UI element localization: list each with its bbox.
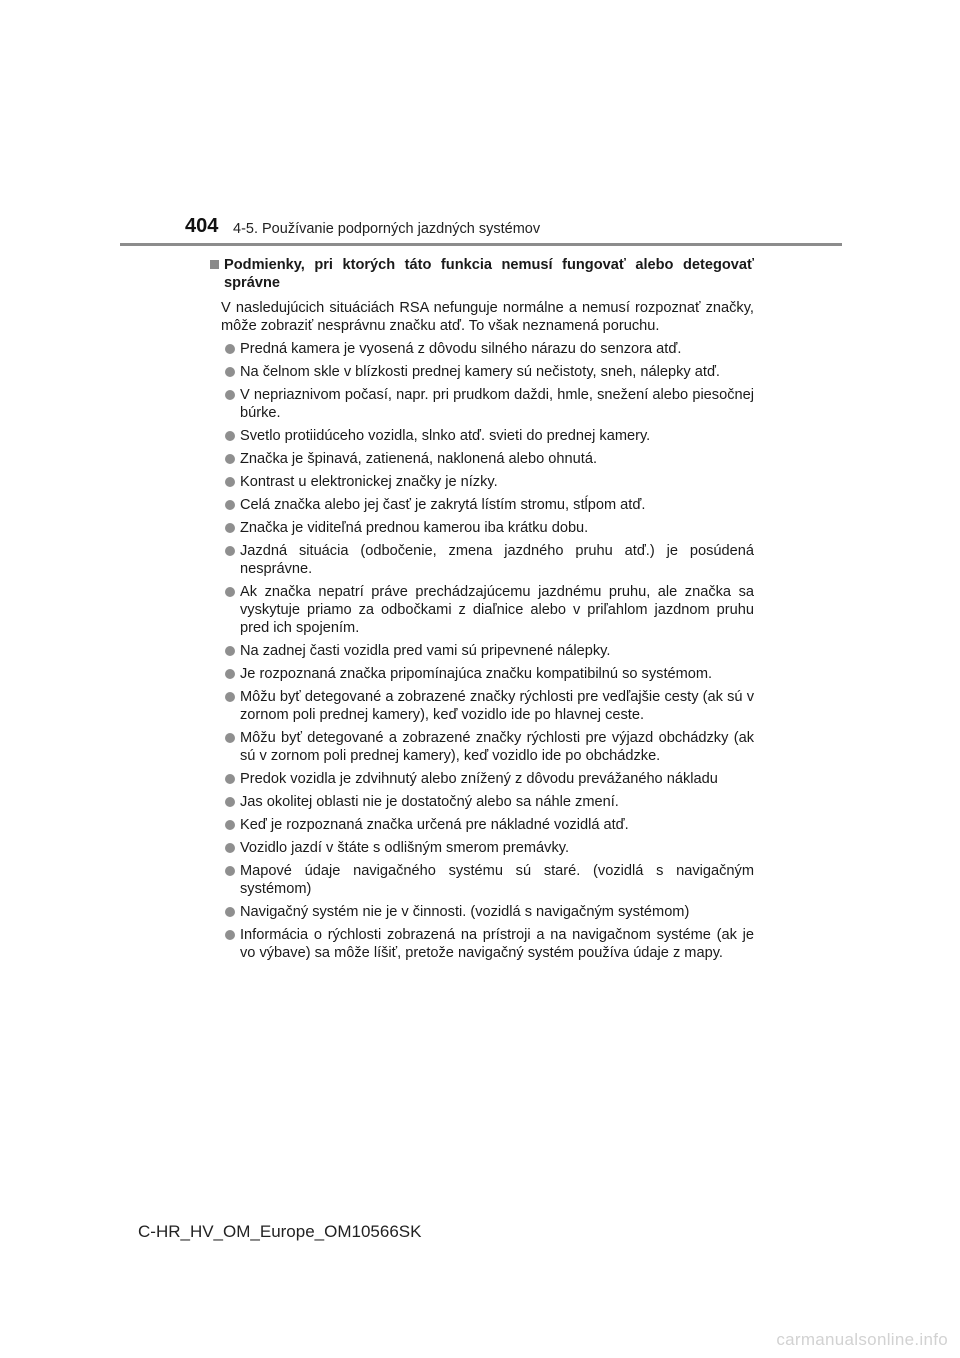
section-intro: V nasledujúcich situáciách RSA nefunguje normálne a nemusí rozpoznať značky, môže zobraziť nesprávnu značku atď. To však neznamená poruchu. (221, 300, 754, 334)
list-item-text: Informácia o rýchlosti zobrazená na prístroji a na navigačnom systéme (ak je vo výbave) sa môže líšiť, pretože navigačný systém používa údaje z mapy. (240, 927, 754, 961)
list-item (210, 642, 754, 660)
list-item (210, 903, 754, 921)
list-item-text: Kontrast u elektronickej značky je nízky. (240, 474, 498, 490)
circle-bullet-icon (225, 431, 235, 441)
list-item-text: Jas okolitej oblasti nie je dostatočný alebo sa náhle zmení. (240, 794, 619, 810)
list-item (210, 386, 754, 422)
page-header (0, 0, 960, 250)
section-heading (210, 256, 754, 292)
circle-bullet-icon (225, 866, 235, 876)
list-item (210, 839, 754, 857)
circle-bullet-icon (225, 344, 235, 354)
circle-bullet-icon (225, 820, 235, 830)
circle-bullet-icon (225, 477, 235, 487)
list-item-text: Môžu byť detegované a zobrazené značky rýchlosti pre výjazd obchádzky (ak sú v zornom poli prednej kamery), keď vozidlo ide po obchádzke. (240, 730, 754, 764)
list-item (210, 427, 754, 445)
circle-bullet-icon (225, 500, 235, 510)
list-item (210, 665, 754, 683)
section-heading-text: Podmienky, pri ktorých táto funkcia nemusí fungovať alebo detegovať správne (224, 257, 754, 291)
list-item-text: Keď je rozpoznaná značka určená pre nákladné vozidlá atď. (240, 817, 629, 833)
square-bullet-icon (210, 260, 219, 269)
list-item-text: Vozidlo jazdí v štáte s odlišným smerom premávky. (240, 840, 570, 856)
circle-bullet-icon (225, 797, 235, 807)
list-item-text: Ak značka nepatrí práve prechádzajúcemu jazdnému pruhu, ale značka sa vyskytuje priamo za odbočkami z diaľnice alebo v priľahlom jazdnom pruhu pred ich spojením. (240, 584, 754, 636)
list-item-text: Mapové údaje navigačného systému sú staré. (vozidlá s navigačným systémom) (240, 863, 754, 897)
list-item-text: Celá značka alebo jej časť je zakrytá lístím stromu, stĺpom atď. (240, 497, 646, 513)
list-item (210, 770, 754, 788)
list-item-text: Na zadnej časti vozidla pred vami sú pripevnené nálepky. (240, 643, 611, 659)
list-item-text: Značka je špinavá, zatienená, naklonená alebo ohnutá. (240, 451, 597, 467)
list-item-text: Je rozpoznaná značka pripomínajúca značku kompatibilnú so systémom. (240, 666, 713, 682)
circle-bullet-icon (225, 843, 235, 853)
circle-bullet-icon (225, 587, 235, 597)
list-item-text: Značka je viditeľná prednou kamerou iba krátku dobu. (240, 520, 589, 536)
circle-bullet-icon (225, 907, 235, 917)
page-number: 404 (185, 215, 219, 237)
circle-bullet-icon (225, 367, 235, 377)
list-item-text: Predná kamera je vyosená z dôvodu silného nárazu do senzora atď. (240, 341, 682, 357)
list-item (210, 729, 754, 765)
list-item (210, 473, 754, 491)
list-item-text: Navigačný systém nie je v činnosti. (vozidlá s navigačným systémom) (240, 904, 690, 920)
list-item (210, 363, 754, 381)
list-item (210, 542, 754, 578)
list-item (210, 688, 754, 724)
list-item-text: Svetlo protiidúceho vozidla, slnko atď. svieti do prednej kamery. (240, 428, 651, 444)
circle-bullet-icon (225, 692, 235, 702)
header-divider (120, 243, 842, 246)
list-item (210, 340, 754, 358)
list-item (210, 519, 754, 537)
circle-bullet-icon (225, 733, 235, 743)
chapter-title: 4-5. Používanie podporných jazdných systémov (233, 221, 541, 237)
list-item-text: Môžu byť detegované a zobrazené značky rýchlosti pre vedľajšie cesty (ak sú v zornom poli prednej kamery), keď vozidlo ide po hlavnej ceste. (240, 689, 754, 723)
circle-bullet-icon (225, 390, 235, 400)
circle-bullet-icon (225, 523, 235, 533)
document-code: C-HR_HV_OM_Europe_OM10566SK (138, 1222, 422, 1241)
circle-bullet-icon (225, 930, 235, 940)
circle-bullet-icon (225, 669, 235, 679)
circle-bullet-icon (225, 454, 235, 464)
list-item (210, 450, 754, 468)
conditions-list (210, 340, 754, 962)
list-item (210, 816, 754, 834)
list-item (210, 583, 754, 637)
list-item (210, 496, 754, 514)
list-item-text: Na čelnom skle v blízkosti prednej kamery sú nečistoty, sneh, nálepky atď. (240, 364, 720, 380)
list-item-text: V nepriaznivom počasí, napr. pri prudkom daždi, hmle, snežení alebo piesočnej búrke. (240, 387, 754, 421)
main-content (210, 256, 754, 967)
list-item (210, 862, 754, 898)
list-item-text: Jazdná situácia (odbočenie, zmena jazdného pruhu atď.) je posúdená nesprávne. (240, 543, 754, 577)
list-item (210, 926, 754, 962)
list-item-text: Predok vozidla je zdvihnutý alebo znížený z dôvodu prevážaného nákladu (240, 771, 718, 787)
list-item (210, 793, 754, 811)
circle-bullet-icon (225, 774, 235, 784)
watermark: carmanualsonline.info (776, 1330, 948, 1349)
circle-bullet-icon (225, 546, 235, 556)
circle-bullet-icon (225, 646, 235, 656)
